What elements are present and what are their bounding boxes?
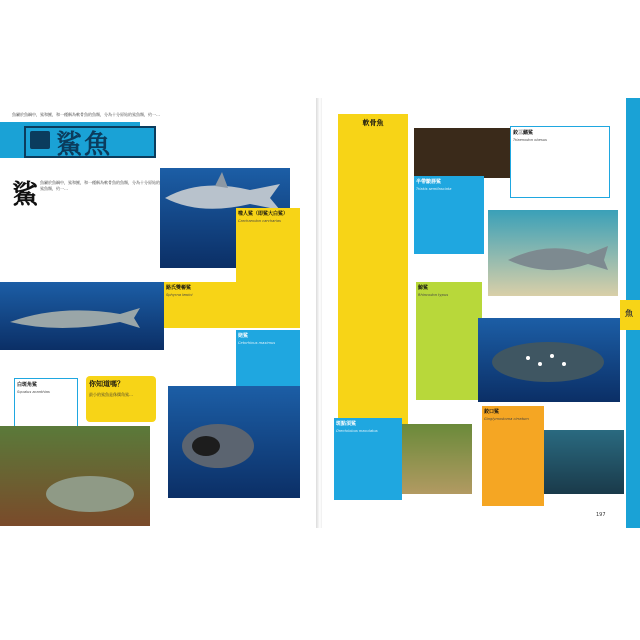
whitetip-card bbox=[510, 126, 610, 198]
did-you-know-box bbox=[86, 376, 156, 422]
did-you-know-text: 最小的鯊魚是侏儒角鯊… bbox=[89, 392, 133, 397]
basking-photo bbox=[168, 386, 300, 498]
page-number: 197 bbox=[596, 512, 606, 518]
basking-shark-icon bbox=[168, 386, 300, 498]
whale-shark-latin: Rhincodon typus bbox=[418, 293, 449, 297]
hammerhead-latin: Sphyrna lewini bbox=[166, 293, 193, 297]
intro-text: 魚屬於魚綱中，鯊和鰩，和一種稱為軟骨魚的魚類，分為十分原始的鯊魚類，約一… bbox=[12, 112, 160, 117]
dogfish-photo bbox=[0, 426, 150, 526]
wobbegong-card bbox=[334, 418, 402, 500]
hammerhead-shark-icon bbox=[0, 282, 164, 350]
dogfish-shark-icon bbox=[0, 426, 150, 526]
dogfish-latin: Squalus acanthias bbox=[17, 390, 50, 394]
nurse-shark-name: 鉸口鯊 bbox=[484, 409, 500, 415]
intro-body: 魚屬於魚綱中，鯊和鰩，和一種稱為軟骨魚的魚類，分為十分原始的鯊魚類，約一… bbox=[40, 180, 160, 191]
whitetip-name: 鉸三鰭鯊 bbox=[513, 130, 534, 136]
nurse-shark-latin: Ginglymostoma cirratum bbox=[484, 417, 529, 421]
side-tab-label: 魚 bbox=[625, 309, 633, 318]
leopard-card bbox=[414, 176, 484, 254]
wobbegong-latin: Orectolobus maculatus bbox=[336, 429, 378, 433]
dogfish-name: 白斑角鯊 bbox=[17, 382, 38, 388]
hammerhead-photo bbox=[0, 282, 164, 350]
side-tab bbox=[620, 300, 640, 330]
whale-shark-icon bbox=[478, 318, 620, 402]
hammerhead-name: 路氏雙髻鯊 bbox=[166, 285, 192, 291]
leopard-latin: Triakis semifasciata bbox=[416, 187, 452, 191]
shark-logo-icon bbox=[30, 131, 50, 149]
page-title: 鯊魚 bbox=[56, 130, 113, 160]
nurse-shark-photo bbox=[544, 430, 624, 494]
whale-shark-photo bbox=[478, 318, 620, 402]
basking-name: 姥鯊 bbox=[238, 333, 249, 339]
whale-shark-card bbox=[416, 282, 482, 400]
whitetip-photo bbox=[414, 128, 510, 178]
nurse-shark-card bbox=[482, 406, 544, 506]
cartilaginous-panel bbox=[338, 114, 408, 424]
wobbegong-name: 斑點須鯊 bbox=[336, 421, 357, 427]
reef-shark-photo bbox=[488, 210, 618, 296]
basking-latin: Cetorhinus maximus bbox=[238, 341, 276, 345]
did-you-know-title: 你知道嗎？ bbox=[89, 380, 124, 388]
cartilaginous-title: 軟骨魚 bbox=[362, 119, 384, 127]
whale-shark-name: 鯨鯊 bbox=[418, 285, 429, 291]
great-white-card bbox=[236, 208, 300, 328]
wobbegong-photo bbox=[402, 424, 472, 494]
hammerhead-card bbox=[164, 282, 236, 328]
leopard-name: 半帶皺唇鯊 bbox=[416, 179, 442, 185]
whitetip-latin: Triaenodon obesus bbox=[513, 138, 547, 142]
great-white-name: 噬人鯊（即鯊大白鯊） bbox=[238, 211, 289, 217]
great-white-latin: Carcharodon carcharias bbox=[238, 219, 281, 223]
drop-cap: 鯊 bbox=[12, 180, 39, 210]
reef-shark-icon bbox=[488, 210, 618, 296]
